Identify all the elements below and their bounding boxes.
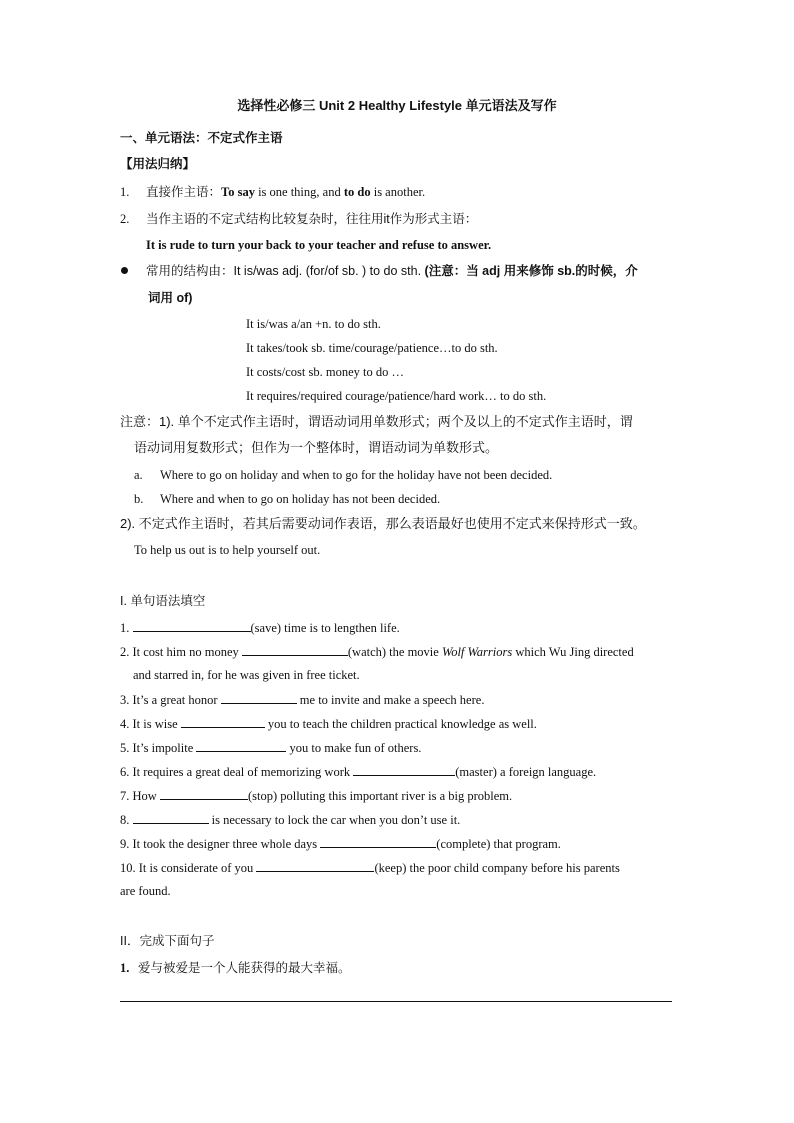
exercise-question-3 — [120, 691, 484, 708]
question-text: (keep) the poor child company before his parents — [374, 861, 620, 875]
exercise-question-7 — [120, 787, 512, 804]
item-number: 1. — [120, 185, 130, 199]
translation-question-1 — [120, 960, 351, 976]
exercise-question-5 — [120, 739, 421, 756]
usage-item-1 — [120, 184, 425, 200]
answer-blank[interactable] — [133, 811, 209, 824]
question-text: you to teach the children practical knowledge as well. — [264, 717, 537, 731]
movie-title: Wolf Warriors — [441, 645, 513, 659]
question-text: 2. It cost him no money — [120, 645, 242, 659]
exercise-question-10-continued: are found. — [120, 884, 171, 898]
answer-blank[interactable] — [181, 715, 265, 728]
document-title: 选择性必修三 Unit 2 Healthy Lifestyle 单元语法及写作 — [237, 98, 557, 113]
bullet-note: (注意：当 adj 用来修饰 sb.的时候，介 — [424, 264, 638, 278]
section-heading-grammar: 一、单元语法：不定式作主语 — [120, 131, 283, 145]
question-text: you to make fun of others. — [286, 741, 422, 755]
question-text: 10. It is considerate of you — [120, 861, 257, 875]
example-pre: It is rude — [146, 238, 198, 252]
bold-phrase: to do — [343, 185, 371, 199]
example-text: Where and when to go on holiday has not been decided. — [160, 492, 441, 506]
usage-item-2-example — [146, 237, 491, 253]
note-2: 2). 不定式作主语时，若其后需要动词作表语，那么表语最好也使用不定式来保持形式一致。 — [120, 516, 646, 531]
bold-phrase: To say — [221, 185, 255, 199]
bullet-text: 常用的结构由：It is/was adj. (for/of sb. ) to do sth. — [146, 264, 425, 278]
usage-item-2 — [120, 211, 477, 227]
bullet-note-continued: 词用 of) — [148, 291, 193, 305]
question-text: which Wu Jing directed — [512, 645, 634, 659]
example-label: a. — [134, 468, 143, 482]
note-example-a — [134, 467, 552, 483]
answer-blank[interactable] — [242, 643, 348, 656]
bullet-icon — [121, 267, 128, 274]
exercise-question-1 — [120, 619, 400, 636]
pattern-line: It requires/required courage/patience/hard work… to do sth. — [246, 389, 547, 403]
question-text: is necessary to lock the car when you don’t use it. — [208, 813, 461, 827]
note-1-continued: 语动词用复数形式；但作为一个整体时，谓语动词为单数形式。 — [134, 440, 499, 455]
question-text: (master) a foreign language. — [455, 765, 597, 779]
question-text: 1. — [120, 621, 133, 635]
note-2-example: To help us out is to help yourself out. — [134, 543, 321, 557]
note-example-b — [134, 491, 440, 507]
question-text: (save) time is to lengthen life. — [250, 621, 400, 635]
answer-blank[interactable] — [353, 763, 455, 776]
question-text: (complete) that program. — [436, 837, 561, 851]
example-label: b. — [134, 492, 144, 506]
question-text: 4. It is wise — [120, 717, 181, 731]
text-segment: is one thing, and — [254, 185, 344, 199]
text-segment: is another. — [370, 185, 426, 199]
note-1: 注意：1). 单个不定式作主语时，谓语动词用单数形式；两个及以上的不定式作主语时，谓 — [120, 414, 633, 429]
question-text: 5. It’s impolite — [120, 741, 197, 755]
answer-blank[interactable] — [320, 835, 436, 848]
question-text: 7. How — [120, 789, 160, 803]
item-number: 2. — [120, 212, 130, 226]
question-text: 3. It’s a great honor — [120, 693, 221, 707]
exercise-question-4 — [120, 715, 537, 732]
exercise-question-2 — [120, 643, 634, 660]
item-label: 直接作主语： — [146, 185, 222, 199]
question-text: 9. It took the designer three whole days — [120, 837, 321, 851]
question-text: me to invite and make a speech here. — [296, 693, 485, 707]
exercise-question-9 — [120, 835, 561, 852]
question-text: 8. — [120, 813, 133, 827]
question-text: 爱与被爱是一个人能获得的最大幸福。 — [138, 961, 351, 975]
pattern-line: It costs/cost sb. money to do … — [246, 365, 404, 379]
answer-blank[interactable] — [160, 787, 248, 800]
bullet-structures — [121, 263, 638, 279]
answer-line[interactable] — [120, 1001, 672, 1002]
answer-blank[interactable] — [133, 619, 251, 632]
exercise-1-heading: I. 单句语法填空 — [120, 594, 206, 608]
question-text: (stop) polluting this important river is a big problem. — [247, 789, 513, 803]
pattern-line: It is/was a/an +n. to do sth. — [246, 317, 381, 331]
question-text: (watch) the movie — [347, 645, 442, 659]
example-text: Where to go on holiday and when to go for the holiday have not been decided. — [160, 468, 553, 482]
item-text: 当作主语的不定式结构比较复杂时，往往用it作为形式主语： — [146, 212, 478, 226]
answer-blank[interactable] — [221, 691, 297, 704]
answer-blank[interactable] — [196, 739, 286, 752]
usage-summary-heading: 【用法归纳】 — [120, 157, 196, 171]
question-number: 1. — [120, 961, 130, 975]
question-text: 6. It requires a great deal of memorizing work — [120, 765, 354, 779]
exercise-question-2-continued: and starred in, for he was given in free ticket. — [133, 668, 360, 682]
exercise-question-8 — [120, 811, 460, 828]
example-bold: to turn your back to your teacher and refuse to answer. — [197, 238, 492, 252]
exercise-question-10 — [120, 859, 620, 876]
exercise-2-heading: II．完成下面句子 — [120, 934, 215, 948]
exercise-question-6 — [120, 763, 596, 780]
answer-blank[interactable] — [256, 859, 374, 872]
pattern-line: It takes/took sb. time/courage/patience…to do sth. — [246, 341, 498, 355]
